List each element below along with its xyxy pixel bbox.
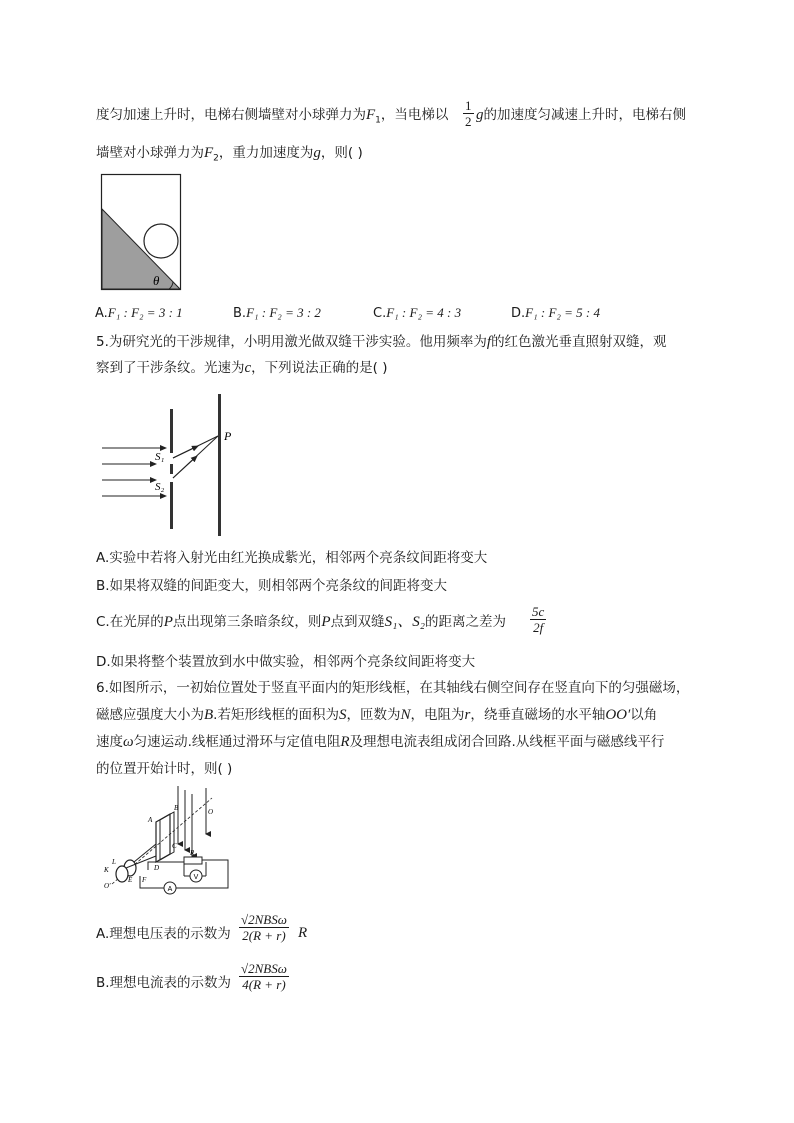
q4-stem-line1: 度匀加速上升时，电梯右侧墙壁对小球弹力为$F_1$，当电梯以 — [96, 107, 449, 126]
q6-stem-line2: 磁感应强度大小为B.若矩形线框的面积为S，匝数为N，电阻为r，绕垂直磁场的水平轴OO′以角 — [96, 707, 658, 723]
q5-option-a: A.实验中若将入射光由红光换成紫光，相邻两个亮条纹间距将变大 — [96, 550, 488, 566]
q6-label-f: F — [142, 876, 147, 884]
q5-option-b: B.如果将双缝的间距变大，则相邻两个亮条纹的间距将变大 — [96, 578, 448, 594]
q6-option-b: B.理想电流表的示数为 — [96, 975, 232, 991]
q6-label-a: A — [148, 816, 153, 824]
q4-elevator-figure — [101, 174, 181, 290]
q5-option-d: D.如果将整个装置放到水中做实验，相邻两个亮条纹间距将变大 — [96, 654, 476, 670]
q6-stem-line4: 的位置开始计时，则( ) — [96, 761, 233, 777]
q6-label-k: K — [104, 866, 109, 874]
q5-option-c-fraction: $\frac{5c}{2f}$ — [532, 604, 545, 635]
q5-label-s1: S₁ — [155, 451, 165, 463]
q6-resistor-label: R — [190, 849, 195, 857]
q4-option-d: D.F₁ : F₂ = 5 : 4 — [511, 305, 601, 321]
q4-option-c: C.F₁ : F₂ = 4 : 3 — [373, 305, 462, 321]
q5-option-c: C.在光屏的P点出现第三条暗条纹，则P点到双缝S₁、S₂的距离之差为 — [96, 614, 506, 630]
q6-label-l: L — [112, 858, 116, 866]
q6-stem-line3: 速度ω匀速运动.线框通过滑环与定值电阻R及理想电流表组成闭合回路.从线框平面与磁感线平行 — [96, 734, 665, 750]
q4-option-b: B.F₁ : F₂ = 3 : 2 — [233, 305, 321, 321]
q5-stem-line1: 5.为研究光的干涉规律，小明用激光做双缝干涉实验。他用频率为f的红色激光垂直照射双缝，观 — [96, 334, 667, 350]
q6-label-c: C — [172, 842, 177, 850]
q5-double-slit-figure — [100, 392, 250, 537]
q6-label-o: O — [208, 808, 214, 816]
q4-theta-label: θ — [153, 273, 160, 288]
q5-stem-line2: 察到了干涉条纹。光速为c，下列说法正确的是( ) — [96, 360, 388, 376]
q6-label-d: D — [154, 864, 160, 872]
q6-stem-line1: 6.如图所示，一初始位置处于竖直平面内的矩形线框，在其轴线右侧空间存在竖直向下的匀强磁场， — [96, 680, 690, 696]
q6-option-a-tail: R — [298, 925, 308, 941]
q4-stem-line1-tail: g的加速度匀减速上升时，电梯右侧 — [476, 107, 686, 123]
q6-label-o-prime: O′ — [104, 882, 111, 890]
q4-stem-line2: 墙壁对小球弹力为$F_2$，重力加速度为g，则( ) — [96, 145, 363, 164]
q6-voltmeter-label: V — [193, 874, 199, 881]
q6-option-a-fraction: √2NBSω 2(R + r) — [241, 912, 287, 943]
q6-ammeter-label: A — [167, 886, 173, 893]
q6-label-e: E — [128, 876, 133, 884]
q6-option-a: A.理想电压表的示数为 — [96, 926, 231, 942]
q6-generator-figure — [100, 784, 232, 896]
q5-label-p: P — [224, 429, 232, 443]
q4-option-a: A.F₁ : F₂ = 3 : 1 — [95, 305, 183, 321]
q5-label-s2: S₂ — [155, 481, 165, 493]
q6-option-b-fraction: √2NBSω 4(R + r) — [241, 961, 287, 992]
q4-fraction-half: $\frac{1}{2}$ — [465, 98, 472, 129]
q6-label-b: B — [174, 804, 179, 812]
